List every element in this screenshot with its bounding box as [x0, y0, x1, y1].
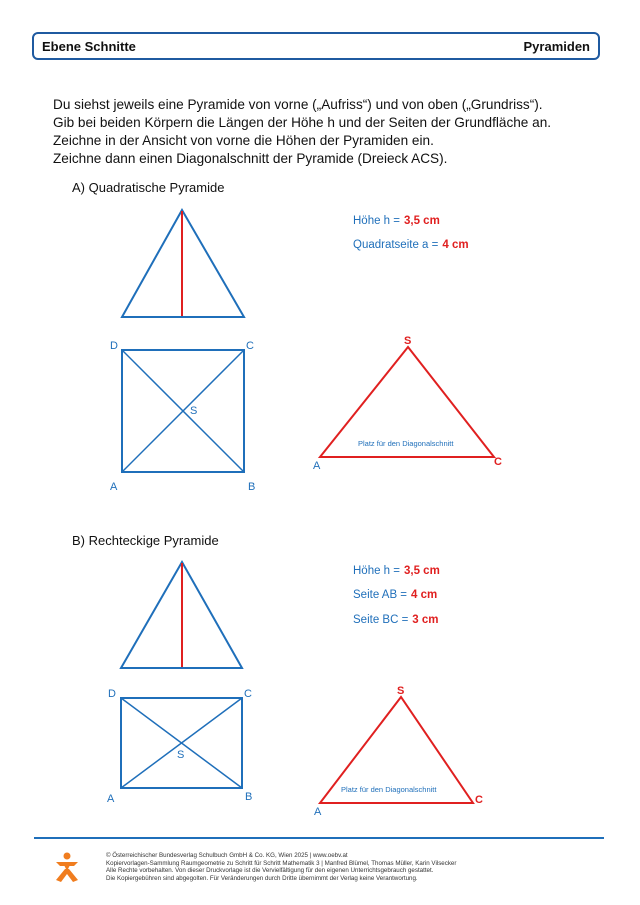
footer-line: Alle Rechte vorbehalten. Von dieser Druckvorlage ist die Vervielfältigung für den eigenen Unterrichtsgebrauch gestattet. — [106, 867, 434, 875]
side-ab-label: Seite AB = — [353, 589, 408, 601]
height-label: Höhe h = — [353, 565, 400, 577]
apex-s: S — [177, 749, 185, 761]
vertex-a: A — [110, 481, 118, 493]
vertex-a: A — [107, 793, 115, 805]
footer-copyright — [106, 852, 606, 882]
header-chapter: Pyramiden — [523, 38, 590, 54]
vertex-c: C — [246, 340, 254, 352]
footer-line: © Österreichischer Bundesverlag Schulbuch GmbH & Co. KG, Wien 2025 | www.oebv.at — [106, 852, 348, 859]
section-caption: Platz für den Diagonalschnitt — [358, 439, 454, 448]
instruction-line: Gib bei beiden Körpern die Längen der Höhe h und der Seiten der Grundfläche an. — [53, 115, 552, 130]
vertex-b: B — [245, 791, 253, 803]
side-value: 4 cm — [442, 239, 469, 251]
oebv-logo-icon — [52, 852, 82, 884]
vertex-b: B — [248, 481, 256, 493]
instruction-line: Du siehst jeweils eine Pyramide von vorne („Aufriss“) und von oben („Grundriss“). — [53, 97, 543, 112]
instruction-line: Zeichne dann einen Diagonalschnitt der Pyramide (Dreieck ACS). — [53, 151, 448, 166]
footer-divider — [34, 837, 604, 839]
section-c: C — [475, 794, 483, 806]
section-s: S — [404, 335, 412, 347]
side-label: Quadratseite a = — [353, 239, 439, 251]
height-label: Höhe h = — [353, 215, 400, 227]
instruction-line: Zeichne in der Ansicht von vorne die Höhen der Pyramiden ein. — [53, 133, 434, 148]
footer-line: Kopiervorlagen-Sammlung Raumgeometrie zu Schritt für Schritt Mathematik 3 | Manfred Blümel, Thomas Müller, Karin Vilsecker — [106, 859, 457, 867]
footer-line: Die Kopiergebühren sind abgegolten. Für Veränderungen durch Dritte übernimmt der Verlag keine Verantwortung. — [106, 874, 418, 882]
section-a: A — [313, 460, 321, 472]
section-b-title: B) Rechteckige Pyramide — [72, 533, 219, 548]
height-value: 3,5 cm — [404, 215, 440, 227]
vertex-c: C — [244, 688, 252, 700]
side-ab-value: 4 cm — [411, 589, 438, 601]
section-a-title: A) Quadratische Pyramide — [72, 180, 225, 195]
header-topic: Ebene Schnitte — [42, 38, 136, 54]
vertex-d: D — [108, 688, 116, 700]
height-value: 3,5 cm — [404, 565, 440, 577]
section-c: C — [494, 456, 502, 468]
side-bc-value: 3 cm — [412, 614, 439, 626]
section-a: A — [314, 806, 322, 818]
vertex-d: D — [110, 340, 118, 352]
apex-s: S — [190, 405, 198, 417]
section-caption: Platz für den Diagonalschnitt — [341, 785, 437, 794]
section-s: S — [397, 685, 405, 697]
side-bc-label: Seite BC = — [353, 614, 409, 626]
